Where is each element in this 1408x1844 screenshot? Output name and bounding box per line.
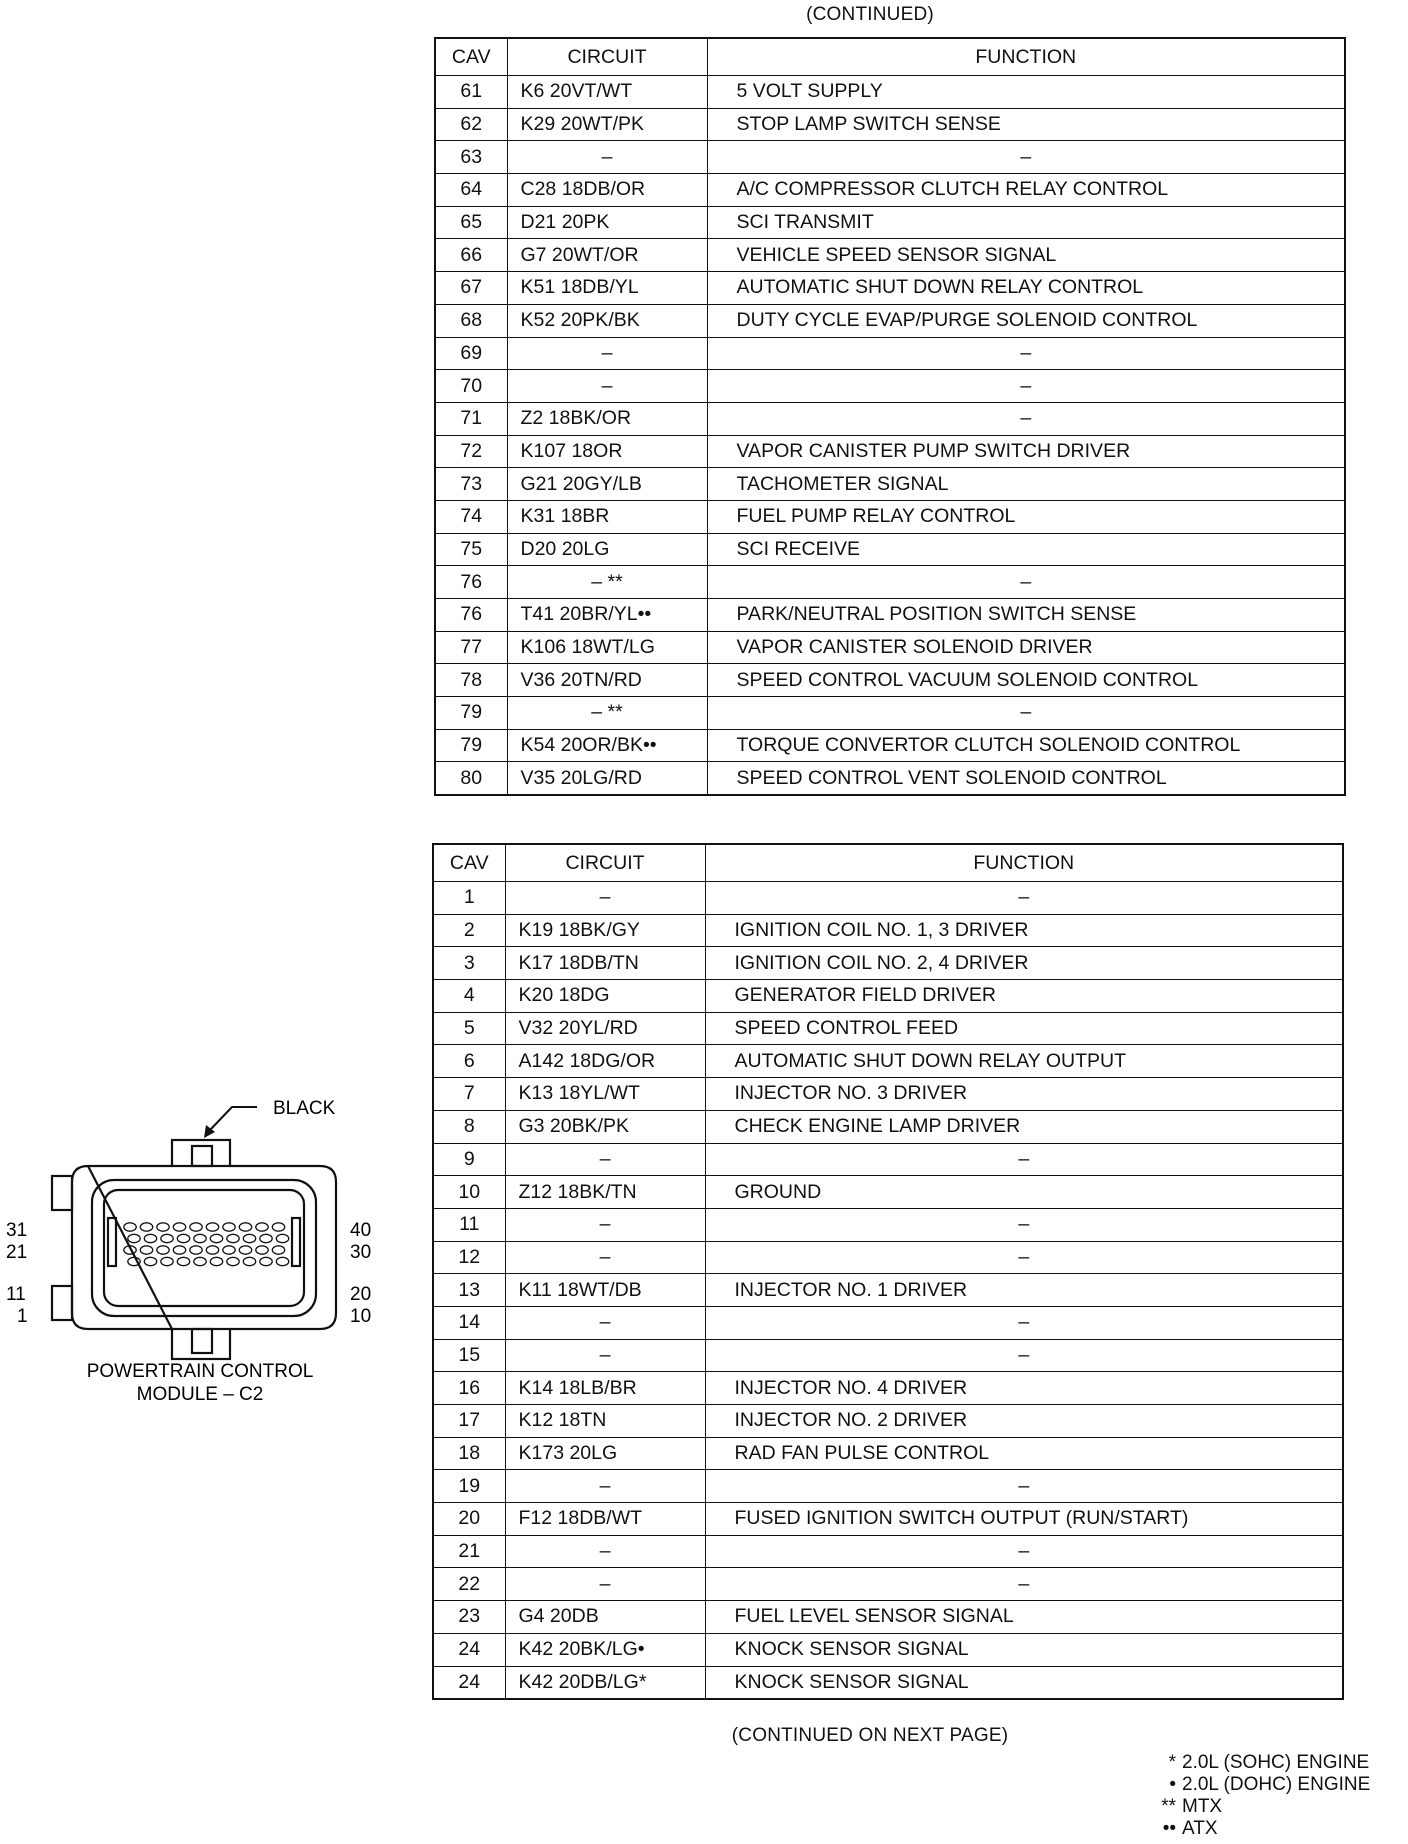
circuit-cell: – ** <box>507 566 707 599</box>
table-row <box>433 1503 1343 1536</box>
cav-cell: 62 <box>435 108 507 141</box>
circuit-cell: – <box>507 141 707 174</box>
table-row <box>433 1110 1343 1143</box>
circuit-cell: K31 18BR <box>507 500 707 533</box>
pin-hole <box>157 1246 169 1254</box>
table-row <box>435 599 1345 632</box>
cav-cell: 2 <box>433 914 505 947</box>
table-row <box>435 272 1345 305</box>
connector-caption-line2: MODULE – C2 <box>136 1384 264 1405</box>
pin-hole <box>161 1234 173 1242</box>
pin-label-30: 30 <box>350 1242 372 1263</box>
function-cell: SPEED CONTROL VENT SOLENOID CONTROL <box>707 762 1345 795</box>
function-cell: RAD FAN PULSE CONTROL <box>705 1437 1343 1470</box>
cav-cell: 64 <box>435 174 507 207</box>
circuit-cell: G21 20GY/LB <box>507 468 707 501</box>
circuit-cell: K52 20PK/BK <box>507 304 707 337</box>
function-cell: VAPOR CANISTER PUMP SWITCH DRIVER <box>707 435 1345 468</box>
pointer-arrow <box>204 1107 257 1138</box>
cav-header: CAV <box>433 844 505 882</box>
cav-cell: 78 <box>435 664 507 697</box>
legend-text: 2.0L (DOHC) ENGINE <box>1182 1774 1371 1795</box>
pin-hole <box>223 1246 235 1254</box>
legend-text: 2.0L (SOHC) ENGINE <box>1182 1752 1370 1773</box>
cav-cell: 72 <box>435 435 507 468</box>
function-cell: – <box>707 566 1345 599</box>
function-cell: INJECTOR NO. 4 DRIVER <box>705 1372 1343 1405</box>
function-cell: IGNITION COIL NO. 1, 3 DRIVER <box>705 914 1343 947</box>
table-row <box>435 141 1345 174</box>
cav-cell: 16 <box>433 1372 505 1405</box>
cav-cell: 5 <box>433 1012 505 1045</box>
pin-hole <box>190 1246 202 1254</box>
pin-hole <box>124 1223 136 1231</box>
function-cell: TORQUE CONVERTOR CLUTCH SOLENOID CONTROL <box>707 729 1345 762</box>
legend-item <box>1144 1818 1370 1840</box>
cav-cell: 69 <box>435 337 507 370</box>
circuit-cell: K29 20WT/PK <box>507 108 707 141</box>
function-cell: A/C COMPRESSOR CLUTCH RELAY CONTROL <box>707 174 1345 207</box>
circuit-cell: – <box>505 1241 705 1274</box>
pin-hole <box>194 1234 206 1242</box>
table-row <box>433 980 1343 1013</box>
circuit-cell: – <box>505 1208 705 1241</box>
legend-item <box>1144 1774 1370 1796</box>
pin-hole <box>276 1234 288 1242</box>
function-cell: VAPOR CANISTER SOLENOID DRIVER <box>707 631 1345 664</box>
circuit-cell: D20 20LG <box>507 533 707 566</box>
circuit-cell: K54 20OR/BK•• <box>507 729 707 762</box>
table-row <box>435 435 1345 468</box>
circuit-cell: – <box>505 1143 705 1176</box>
legend-symbol: •• <box>1162 1818 1176 1839</box>
table-row <box>435 239 1345 272</box>
table-row <box>435 370 1345 403</box>
table-row <box>433 1274 1343 1307</box>
cav-cell: 3 <box>433 947 505 980</box>
table-row <box>433 1601 1343 1634</box>
function-cell: DUTY CYCLE EVAP/PURGE SOLENOID CONTROL <box>707 304 1345 337</box>
cav-cell: 74 <box>435 500 507 533</box>
pin-hole <box>260 1257 272 1265</box>
function-cell: SCI TRANSMIT <box>707 206 1345 239</box>
cav-cell: 65 <box>435 206 507 239</box>
legend-symbol: * <box>1168 1752 1176 1773</box>
function-cell: SPEED CONTROL VACUUM SOLENOID CONTROL <box>707 664 1345 697</box>
legend-item <box>1144 1796 1370 1818</box>
table-row <box>435 402 1345 435</box>
function-cell: – <box>705 1208 1343 1241</box>
circuit-cell: K6 20VT/WT <box>507 76 707 109</box>
circuit-cell: G7 20WT/OR <box>507 239 707 272</box>
cav-cell: 77 <box>435 631 507 664</box>
cav-cell: 20 <box>433 1503 505 1536</box>
pin-hole <box>177 1234 189 1242</box>
cav-cell: 7 <box>433 1078 505 1111</box>
cav-cell: 79 <box>435 697 507 730</box>
cav-header: CAV <box>435 38 507 76</box>
function-cell: IGNITION COIL NO. 2, 4 DRIVER <box>705 947 1343 980</box>
pin-hole <box>173 1223 185 1231</box>
cav-cell: 76 <box>435 566 507 599</box>
function-cell: INJECTOR NO. 2 DRIVER <box>705 1405 1343 1438</box>
function-cell: – <box>705 1339 1343 1372</box>
function-cell: – <box>705 1470 1343 1503</box>
function-cell: GENERATOR FIELD DRIVER <box>705 980 1343 1013</box>
table-row <box>433 1045 1343 1078</box>
table-row <box>435 566 1345 599</box>
pin-hole <box>256 1246 268 1254</box>
function-cell: FUEL LEVEL SENSOR SIGNAL <box>705 1601 1343 1634</box>
pinout-table-cavities-61-80 <box>434 37 1346 796</box>
cav-cell: 23 <box>433 1601 505 1634</box>
cav-cell: 13 <box>433 1274 505 1307</box>
table-row <box>433 1568 1343 1601</box>
table-row <box>433 1666 1343 1699</box>
cav-cell: 11 <box>433 1208 505 1241</box>
circuit-cell: K107 18OR <box>507 435 707 468</box>
pin-hole <box>173 1246 185 1254</box>
table-row <box>435 108 1345 141</box>
cav-cell: 73 <box>435 468 507 501</box>
cav-cell: 15 <box>433 1339 505 1372</box>
circuit-cell: K13 18YL/WT <box>505 1078 705 1111</box>
table-row <box>433 1176 1343 1209</box>
table-row <box>433 1012 1343 1045</box>
pin-hole <box>194 1257 206 1265</box>
function-cell: SCI RECEIVE <box>707 533 1345 566</box>
continued-header: (CONTINUED) <box>806 4 934 25</box>
legend-symbol: • <box>1169 1774 1176 1795</box>
table-row <box>435 174 1345 207</box>
function-cell: SPEED CONTROL FEED <box>705 1012 1343 1045</box>
function-cell: AUTOMATIC SHUT DOWN RELAY CONTROL <box>707 272 1345 305</box>
table-row <box>435 762 1345 795</box>
circuit-cell: G4 20DB <box>505 1601 705 1634</box>
legend-text: MTX <box>1182 1796 1223 1817</box>
function-cell: – <box>707 697 1345 730</box>
cav-cell: 14 <box>433 1306 505 1339</box>
circuit-cell: K12 18TN <box>505 1405 705 1438</box>
cav-cell: 63 <box>435 141 507 174</box>
function-cell: INJECTOR NO. 1 DRIVER <box>705 1274 1343 1307</box>
function-cell: FUEL PUMP RELAY CONTROL <box>707 500 1345 533</box>
pin-hole <box>260 1234 272 1242</box>
pin-label-1: 1 <box>17 1306 28 1327</box>
circuit-cell: C28 18DB/OR <box>507 174 707 207</box>
connector-color-label: BLACK <box>273 1098 336 1119</box>
function-cell: TACHOMETER SIGNAL <box>707 468 1345 501</box>
circuit-cell: V36 20TN/RD <box>507 664 707 697</box>
table-row <box>433 1535 1343 1568</box>
table-row <box>433 1437 1343 1470</box>
circuit-cell: K51 18DB/YL <box>507 272 707 305</box>
legend-symbol: ** <box>1161 1796 1176 1817</box>
function-cell: – <box>705 1241 1343 1274</box>
pin-hole <box>272 1246 284 1254</box>
continued-footer: (CONTINUED ON NEXT PAGE) <box>731 1725 1009 1746</box>
circuit-cell: – <box>505 1470 705 1503</box>
circuit-header: CIRCUIT <box>505 844 705 882</box>
pin-hole <box>161 1257 173 1265</box>
cav-cell: 9 <box>433 1143 505 1176</box>
connector-outline <box>52 1140 336 1359</box>
function-cell: GROUND <box>705 1176 1343 1209</box>
function-cell: KNOCK SENSOR SIGNAL <box>705 1666 1343 1699</box>
table-row <box>433 1372 1343 1405</box>
pin-hole <box>210 1257 222 1265</box>
circuit-cell: – <box>505 1535 705 1568</box>
table-row <box>435 337 1345 370</box>
cav-cell: 8 <box>433 1110 505 1143</box>
circuit-cell: G3 20BK/PK <box>505 1110 705 1143</box>
function-cell: – <box>705 1568 1343 1601</box>
pin-label-21: 21 <box>6 1242 28 1263</box>
circuit-cell: Z12 18BK/TN <box>505 1176 705 1209</box>
cav-cell: 67 <box>435 272 507 305</box>
circuit-cell: – <box>505 1339 705 1372</box>
cav-cell: 24 <box>433 1666 505 1699</box>
pin-hole <box>128 1234 140 1242</box>
circuit-cell: F12 18DB/WT <box>505 1503 705 1536</box>
table-row <box>433 1143 1343 1176</box>
table-row <box>435 631 1345 664</box>
function-cell: – <box>705 882 1343 915</box>
circuit-header: CIRCUIT <box>507 38 707 76</box>
circuit-cell: K19 18BK/GY <box>505 914 705 947</box>
table-row <box>433 1339 1343 1372</box>
cav-cell: 75 <box>435 533 507 566</box>
pin-hole <box>272 1223 284 1231</box>
pin-hole <box>256 1223 268 1231</box>
cav-cell: 80 <box>435 762 507 795</box>
pin-hole <box>140 1246 152 1254</box>
cav-cell: 10 <box>433 1176 505 1209</box>
circuit-cell: K14 18LB/BR <box>505 1372 705 1405</box>
pin-hole <box>243 1257 255 1265</box>
function-cell: – <box>707 370 1345 403</box>
pin-label-10: 10 <box>350 1306 372 1327</box>
table-row <box>433 1208 1343 1241</box>
function-cell: FUSED IGNITION SWITCH OUTPUT (RUN/START) <box>705 1503 1343 1536</box>
pin-hole <box>190 1223 202 1231</box>
function-cell: – <box>707 337 1345 370</box>
pin-hole <box>144 1234 156 1242</box>
circuit-cell: K42 20BK/LG• <box>505 1633 705 1666</box>
function-cell: – <box>705 1306 1343 1339</box>
pin-hole <box>227 1257 239 1265</box>
function-cell: INJECTOR NO. 3 DRIVER <box>705 1078 1343 1111</box>
cav-cell: 4 <box>433 980 505 1013</box>
table-row <box>433 947 1343 980</box>
function-cell: AUTOMATIC SHUT DOWN RELAY OUTPUT <box>705 1045 1343 1078</box>
pin-hole <box>276 1257 288 1265</box>
circuit-cell: T41 20BR/YL•• <box>507 599 707 632</box>
cav-cell: 18 <box>433 1437 505 1470</box>
circuit-cell: – <box>505 1568 705 1601</box>
cav-cell: 61 <box>435 76 507 109</box>
function-cell: CHECK ENGINE LAMP DRIVER <box>705 1110 1343 1143</box>
table-row <box>435 468 1345 501</box>
circuit-cell: D21 20PK <box>507 206 707 239</box>
table-row <box>435 533 1345 566</box>
pin-hole <box>210 1234 222 1242</box>
circuit-cell: K42 20DB/LG* <box>505 1666 705 1699</box>
table-row <box>435 664 1345 697</box>
pin-label-40: 40 <box>350 1220 372 1241</box>
pin-hole <box>243 1234 255 1242</box>
table-row <box>433 1078 1343 1111</box>
table-row <box>433 1470 1343 1503</box>
cav-cell: 79 <box>435 729 507 762</box>
function-cell: VEHICLE SPEED SENSOR SIGNAL <box>707 239 1345 272</box>
function-cell: – <box>707 402 1345 435</box>
pinout-table-cavities-1-24 <box>432 843 1344 1700</box>
function-cell: PARK/NEUTRAL POSITION SWITCH SENSE <box>707 599 1345 632</box>
table-row <box>435 697 1345 730</box>
circuit-cell: – <box>507 337 707 370</box>
function-header: FUNCTION <box>705 844 1343 882</box>
table-row <box>435 206 1345 239</box>
pin-hole <box>140 1223 152 1231</box>
table-row <box>433 882 1343 915</box>
function-cell: – <box>705 1535 1343 1568</box>
table-row <box>433 1306 1343 1339</box>
table-header-row <box>433 844 1343 882</box>
pin-hole <box>206 1246 218 1254</box>
table-row <box>433 1241 1343 1274</box>
cav-cell: 12 <box>433 1241 505 1274</box>
pin-hole <box>227 1234 239 1242</box>
circuit-cell: K106 18WT/LG <box>507 631 707 664</box>
pin-label-20: 20 <box>350 1284 372 1305</box>
cav-cell: 76 <box>435 599 507 632</box>
legend-text: ATX <box>1182 1818 1218 1839</box>
pin-label-31: 31 <box>6 1220 28 1241</box>
pin-hole <box>239 1246 251 1254</box>
pin-label-11: 11 <box>6 1284 26 1305</box>
table-row <box>435 76 1345 109</box>
circuit-cell: Z2 18BK/OR <box>507 402 707 435</box>
circuit-cell: – ** <box>507 697 707 730</box>
cav-cell: 66 <box>435 239 507 272</box>
cav-cell: 70 <box>435 370 507 403</box>
pin-hole <box>206 1223 218 1231</box>
cav-cell: 71 <box>435 402 507 435</box>
function-header: FUNCTION <box>707 38 1345 76</box>
table-row <box>433 1633 1343 1666</box>
circuit-cell: A142 18DG/OR <box>505 1045 705 1078</box>
cav-cell: 68 <box>435 304 507 337</box>
connector-caption-line1: POWERTRAIN CONTROL <box>86 1361 314 1382</box>
circuit-cell: K17 18DB/TN <box>505 947 705 980</box>
table-row <box>433 914 1343 947</box>
circuit-cell: V35 20LG/RD <box>507 762 707 795</box>
table-header-row <box>435 38 1345 76</box>
circuit-cell: – <box>505 1306 705 1339</box>
table-row <box>435 729 1345 762</box>
cav-cell: 21 <box>433 1535 505 1568</box>
table-row <box>435 500 1345 533</box>
circuit-cell: V32 20YL/RD <box>505 1012 705 1045</box>
function-cell: STOP LAMP SWITCH SENSE <box>707 108 1345 141</box>
cav-cell: 22 <box>433 1568 505 1601</box>
pin-hole <box>157 1223 169 1231</box>
circuit-cell: – <box>507 370 707 403</box>
powertrain-control-module-c2-connector-diagram <box>0 1090 400 1410</box>
circuit-cell: K173 20LG <box>505 1437 705 1470</box>
table-row <box>433 1405 1343 1438</box>
function-cell: – <box>705 1143 1343 1176</box>
table-row <box>435 304 1345 337</box>
cav-cell: 19 <box>433 1470 505 1503</box>
pin-hole <box>239 1223 251 1231</box>
cav-cell: 1 <box>433 882 505 915</box>
cav-cell: 6 <box>433 1045 505 1078</box>
function-cell: – <box>707 141 1345 174</box>
circuit-cell: K11 18WT/DB <box>505 1274 705 1307</box>
cav-cell: 17 <box>433 1405 505 1438</box>
pin-holes <box>124 1223 289 1266</box>
circuit-cell: K20 18DG <box>505 980 705 1013</box>
function-cell: 5 VOLT SUPPLY <box>707 76 1345 109</box>
cav-cell: 24 <box>433 1633 505 1666</box>
footnote-legend <box>1144 1752 1370 1840</box>
pin-hole <box>144 1257 156 1265</box>
legend-item <box>1144 1752 1370 1774</box>
function-cell: KNOCK SENSOR SIGNAL <box>705 1633 1343 1666</box>
pin-hole <box>177 1257 189 1265</box>
pin-hole <box>223 1223 235 1231</box>
circuit-cell: – <box>505 882 705 915</box>
